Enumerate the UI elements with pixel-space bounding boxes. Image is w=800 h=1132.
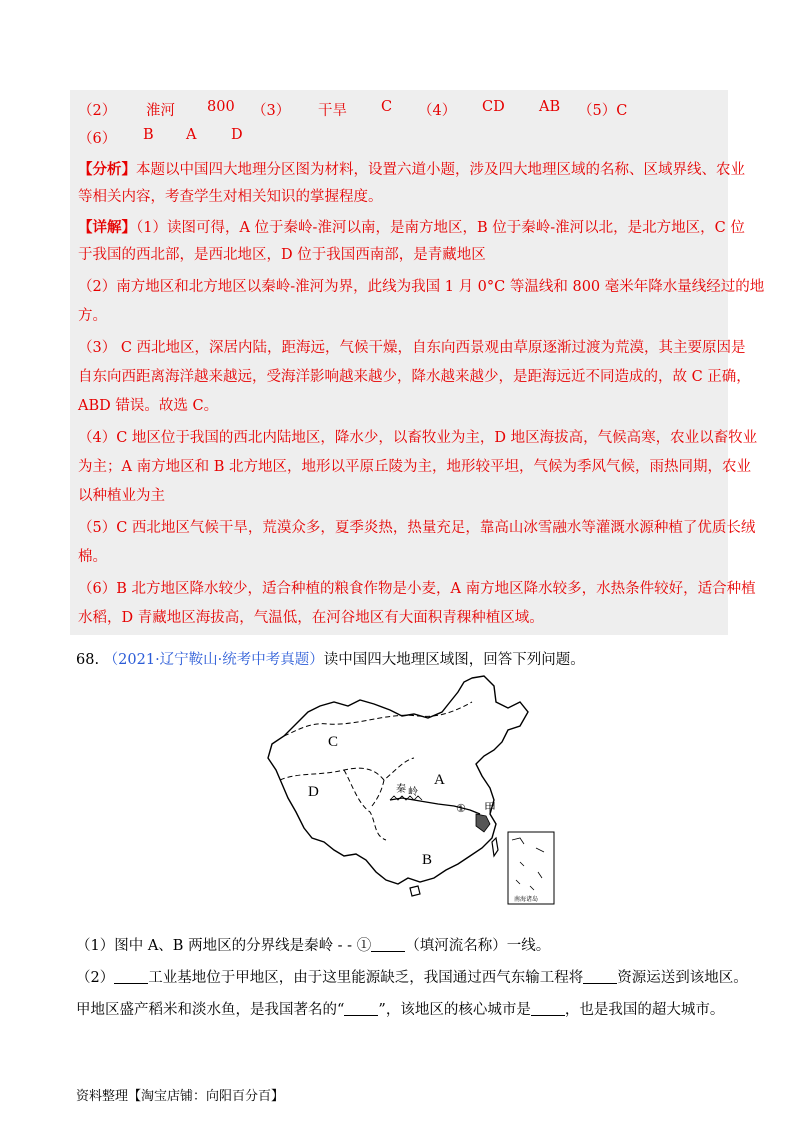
answer-cell: A <box>186 127 197 143</box>
label-d: D <box>308 784 319 800</box>
detail-p5-line-1: （5）C 西北地区气候干旱，荒漠众多，夏季炎热，热量充足，靠高山冰雪融水等灌溉水源种植了优质长绒 <box>78 520 756 536</box>
taiwan-island <box>492 838 498 856</box>
label-b: B <box>422 852 433 868</box>
answer-cell: AB <box>539 99 561 115</box>
detail-tag: 【详解】 <box>78 219 136 236</box>
answer-cell: 干旱 <box>318 103 347 119</box>
analysis-line-1: 【分析】本题以中国四大地理分区图为材料，设置六道小题，涉及四大地理区域的名称、区域界线、农业 <box>78 161 745 178</box>
detail-p3-line-2: 自东向西距离海洋越来越远，受海洋影响越来越少，降水越来越少，是距海远近不同造成的，故 C 正确， <box>78 369 751 385</box>
detail-p2-line-1: （2）南方地区和北方地区以秦岭-淮河为界，此线为我国 1 月 0°C 等温线和 800 毫米年降水量线经过的地 <box>78 279 765 295</box>
answer-cell: 800 <box>207 99 235 115</box>
detail-p2-line-2: 方。 <box>78 308 107 324</box>
detail-p3-line-3: ABD 错误。故选 C。 <box>78 398 219 414</box>
hainan-island <box>410 886 420 896</box>
answer-cell: （6） <box>78 131 117 147</box>
china-four-regions-map <box>258 672 558 912</box>
label-a: A <box>434 772 445 788</box>
answer-blank-2[interactable] <box>114 969 148 984</box>
detail-p1-line-2: 于我国的西北部，是西北地区，D 位于我国西南部，是青藏地区 <box>78 247 486 263</box>
detail-p4-line-3: 以种植业为主 <box>78 488 165 504</box>
detail-p6-line-2: 水稻，D 青藏地区海拔高，气温低，在河谷地区有大面积青稞种植区域。 <box>78 610 544 626</box>
inset-caption: 南海诸岛 <box>514 896 539 903</box>
answer-cell: D <box>231 127 243 143</box>
analysis-line-2: 等相关内容，考查学生对相关知识的掌握程度。 <box>78 189 383 205</box>
label-ling: 岭 <box>408 787 418 798</box>
question-number: 68. <box>76 652 100 668</box>
detail-p6-line-1: （6）B 北方地区降水较少，适合种植的粮食作物是小麦，A 南方地区降水较多，水热条件较好，适合种植 <box>78 581 756 597</box>
detail-p4-line-1: （4）C 地区位于我国的西北内陆地区，降水少，以畜牧业为主，D 地区海拔高，气候高寒，农业以畜牧业 <box>78 430 758 446</box>
south-china-sea-inset <box>508 832 554 904</box>
question-68-header <box>76 648 585 669</box>
detail-p5-line-2: 棉。 <box>78 549 107 565</box>
label-qin: 秦 <box>396 784 406 795</box>
sub-question-2-continued: 甲地区盛产稻米和淡水鱼，是我国著名的“ ”，该地区的核心城市是 ，也是我国的超大城市。 <box>76 1002 725 1018</box>
sub-question-1: （1）图中 A、B 两地区的分界线是秦岭 - - ① （填河流名称）一线。 <box>76 938 551 954</box>
page-footer: 资料整理【淘宝店铺：向阳百分百】 <box>76 1089 285 1104</box>
answer-cell: 淮河 <box>146 103 175 119</box>
detail-p4-line-2: 为主；A 南方地区和 B 北方地区，地形以平原丘陵为主，地形较平坦，气候为季风气候，雨热同期，农业 <box>78 459 751 475</box>
answer-cell: CD <box>482 99 505 115</box>
answer-blank-3[interactable] <box>583 969 617 984</box>
answer-cell: C <box>381 99 393 115</box>
china-outline <box>268 676 528 884</box>
answer-blank-4[interactable] <box>344 1001 378 1016</box>
question-stem: 读中国四大地理区域图，回答下列问题。 <box>323 652 585 668</box>
detail-p1-line-1: 【详解】（1）读图可得，A 位于秦岭-淮河以南，是南方地区，B 位于秦岭-淮河以北，是北方地区，C 位 <box>78 219 745 236</box>
answer-cell: （4） <box>418 103 457 119</box>
label-jia: 甲 <box>484 801 497 815</box>
answer-blank-5[interactable] <box>531 1001 565 1016</box>
answer-cell: B <box>143 127 154 143</box>
label-c: C <box>328 734 339 750</box>
sub-question-2: （2） 工业基地位于甲地区，由于这里能源缺乏，我国通过西气东输工程将 资源运送到该地区。 <box>76 970 748 986</box>
answer-blank-1[interactable] <box>371 937 405 952</box>
answer-cell: （5）C <box>578 103 628 119</box>
detail-p3-line-1: （3） C 西北地区，深居内陆，距海远，气候干燥，自东向西景观由草原逐渐过渡为荒漠，其主要原因是 <box>78 340 746 356</box>
label-circle-1: ① <box>456 802 466 815</box>
answer-cell: （3） <box>252 103 291 119</box>
question-source: （2021·辽宁鞍山·统考中考真题） <box>103 652 324 668</box>
answer-cell: （2） <box>78 103 117 119</box>
analysis-tag: 【分析】 <box>78 161 136 178</box>
